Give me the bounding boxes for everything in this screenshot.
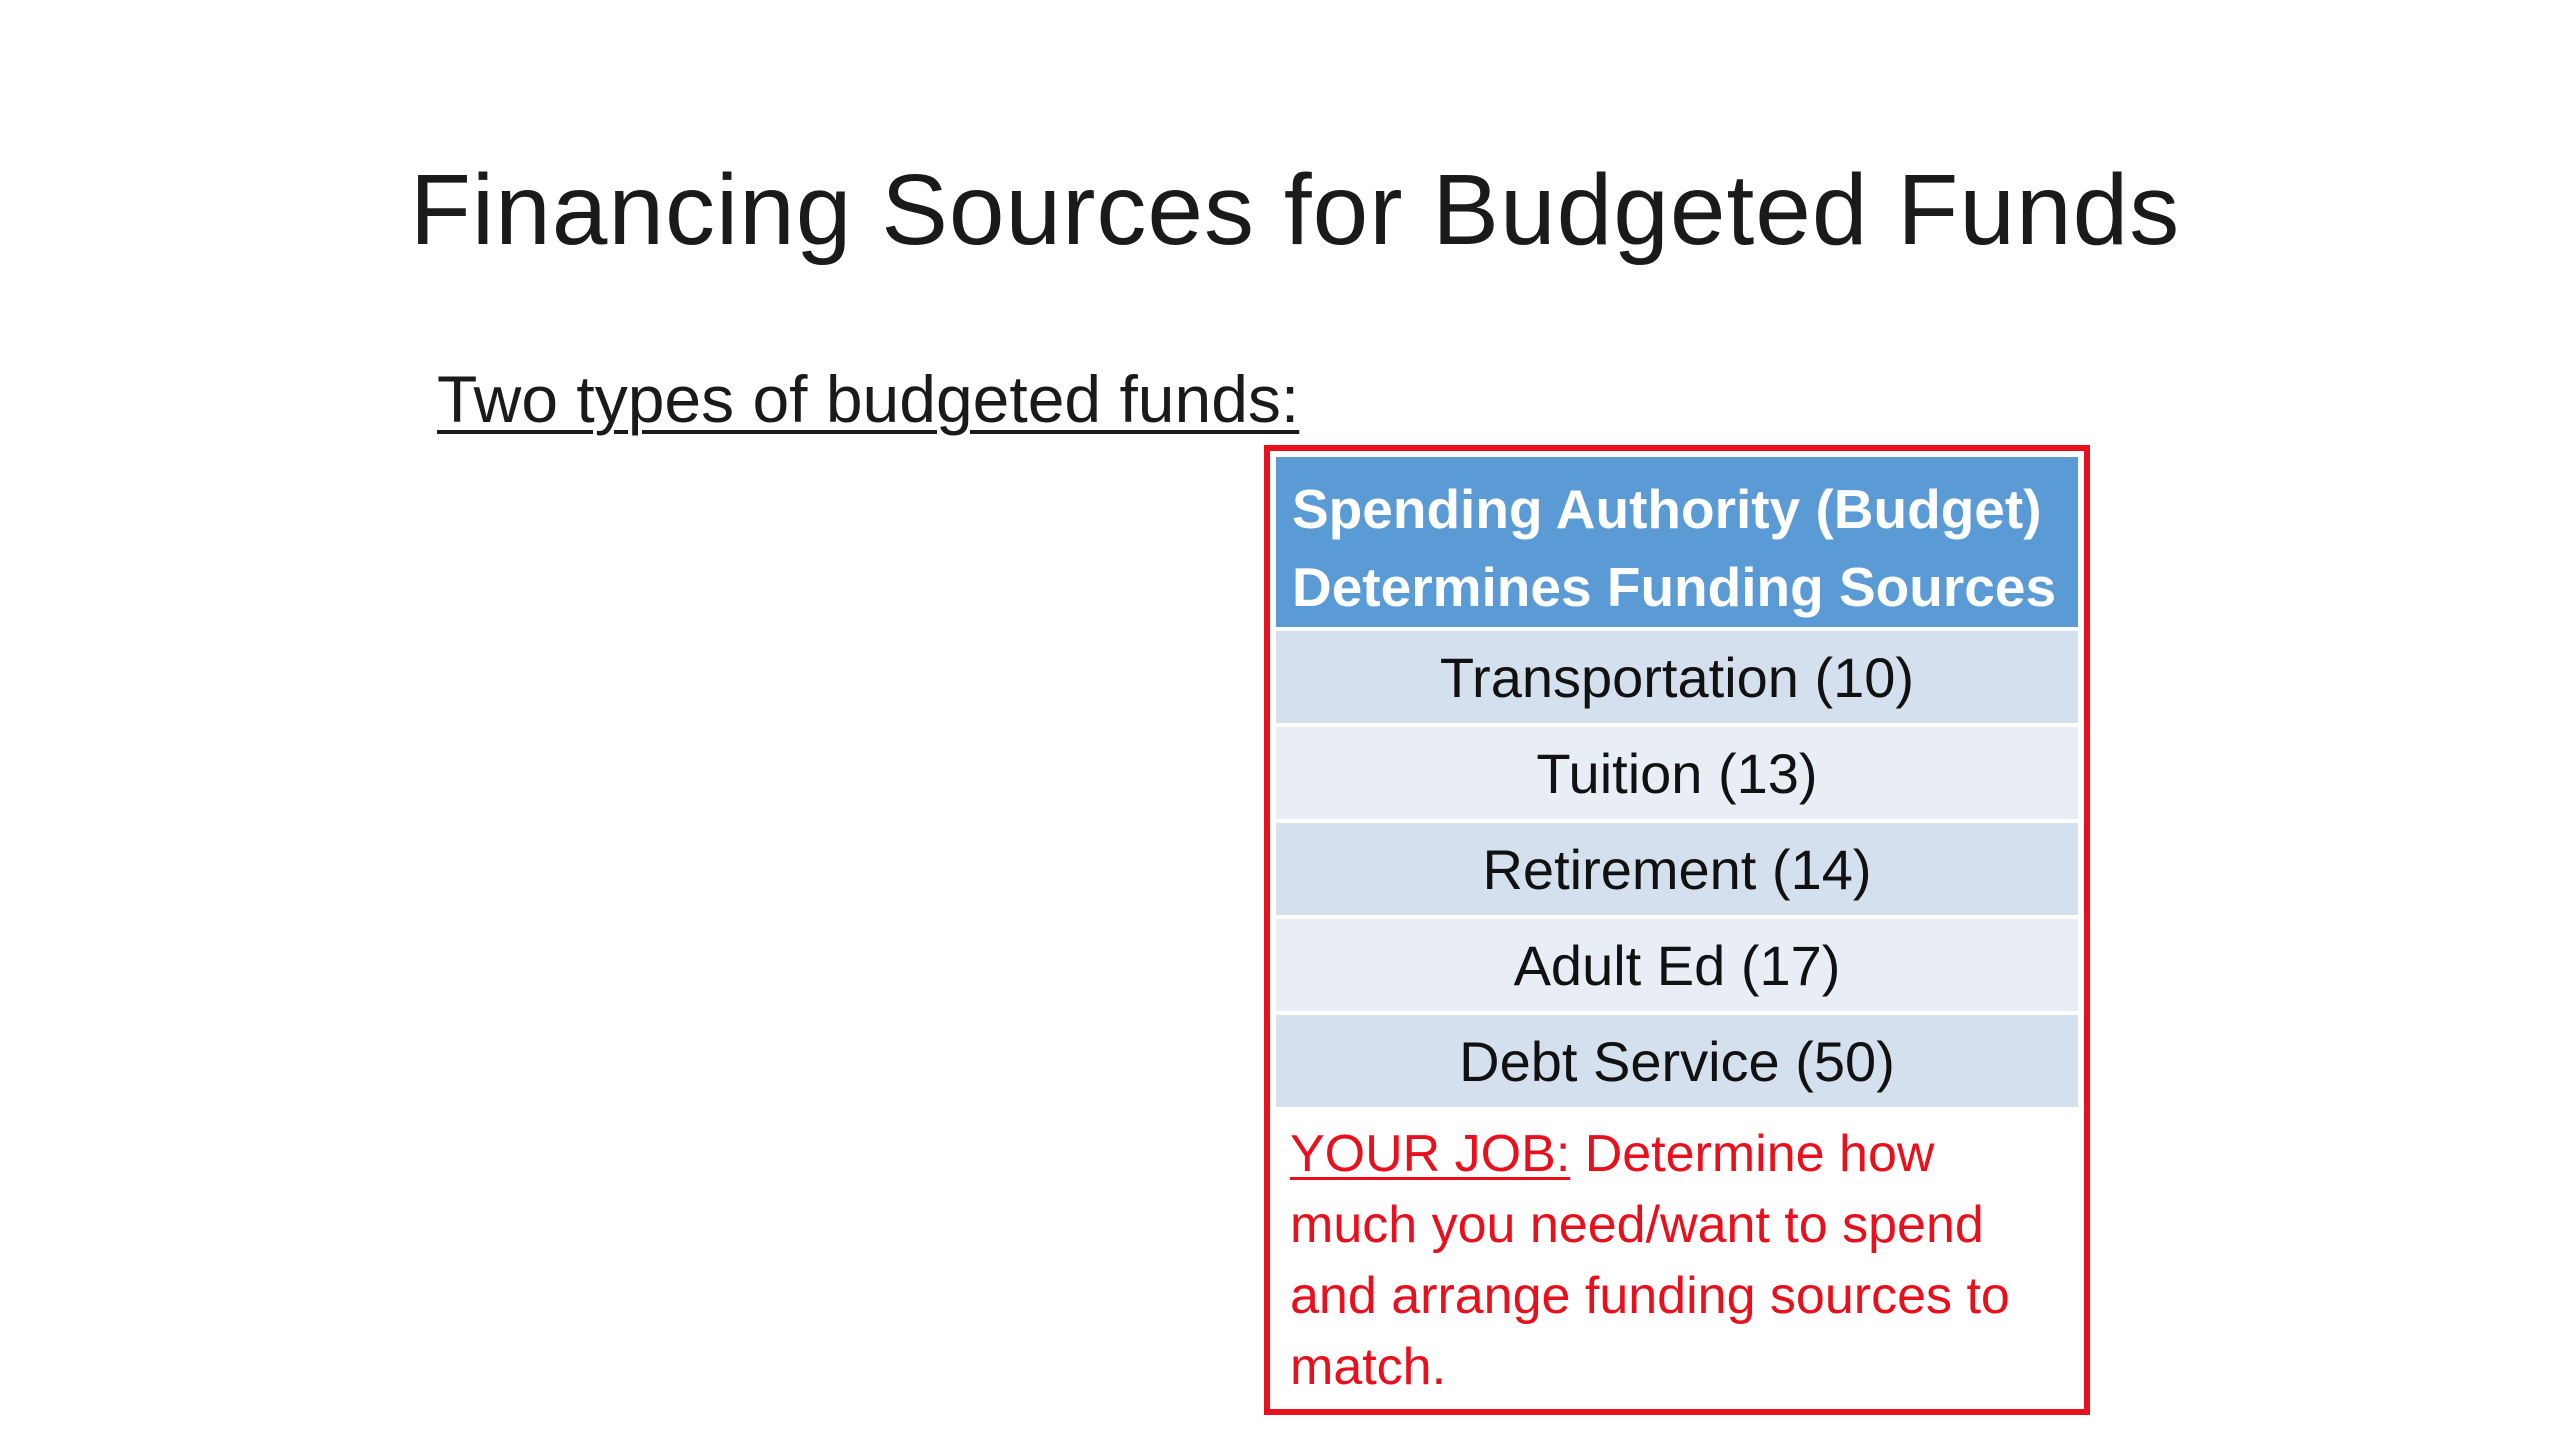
fund-row-tuition: Tuition (13) bbox=[1276, 727, 2078, 819]
fund-row-debt-service: Debt Service (50) bbox=[1276, 1015, 2078, 1107]
fund-row-adult-ed: Adult Ed (17) bbox=[1276, 919, 2078, 1011]
fund-row-transportation: Transportation (10) bbox=[1276, 631, 2078, 723]
slide-subtitle: Two types of budgeted funds: bbox=[437, 362, 1300, 436]
job-note-text: Determine how much you need/want to spend and arrange funding sources to match. bbox=[1290, 1125, 2010, 1396]
fund-table-header-line-1: Spending Authority (Budget) bbox=[1292, 478, 2042, 540]
fund-table-box bbox=[1264, 445, 2090, 1415]
fund-table-rows bbox=[1276, 631, 2078, 1107]
fund-table-header-line-2: Determines Funding Sources bbox=[1292, 556, 2057, 618]
job-note-label: YOUR JOB: bbox=[1290, 1125, 1571, 1183]
slide-title: Financing Sources for Budgeted Funds bbox=[409, 154, 2181, 266]
job-note bbox=[1276, 1111, 2078, 1403]
fund-table-header bbox=[1276, 457, 2078, 627]
fund-row-retirement: Retirement (14) bbox=[1276, 823, 2078, 915]
